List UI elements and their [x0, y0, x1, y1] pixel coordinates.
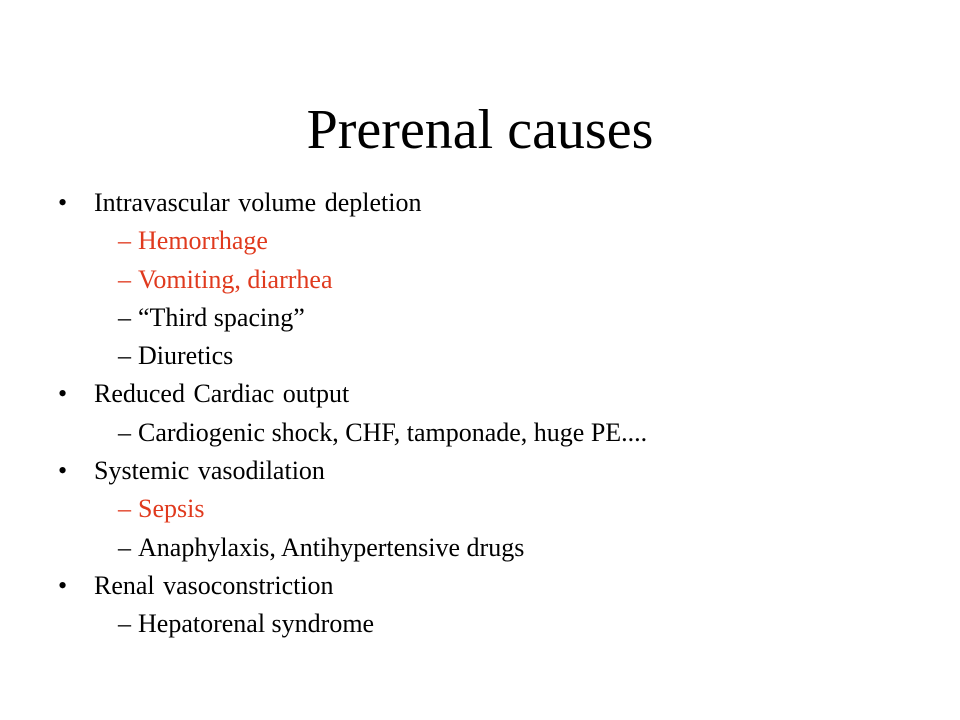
bullet-list: [58, 184, 938, 644]
bullet-marker: •: [58, 188, 68, 217]
dash-marker: –: [118, 494, 131, 524]
sub-bullet-item: [58, 222, 938, 260]
dash-marker: –: [118, 532, 131, 562]
sub-bullet-item: [58, 529, 938, 567]
bullet-marker: •: [58, 379, 68, 409]
bullet-item: [58, 567, 938, 605]
bullet-item: [58, 184, 938, 222]
dash-marker: –: [118, 609, 131, 639]
bullet-text: Reduced Cardiac output: [94, 379, 350, 409]
sub-bullet-text: Diuretics: [138, 341, 234, 371]
bullet-item: [58, 452, 938, 490]
dash-marker: –: [118, 341, 131, 371]
bullet-item: [58, 375, 938, 413]
sub-bullet-text: Hemorrhage: [138, 226, 268, 256]
sub-bullet-text: Vomiting, diarrhea: [138, 264, 333, 294]
bullet-text: Renal vasoconstriction: [94, 570, 334, 600]
sub-bullet-item: [58, 605, 938, 643]
dash-marker: –: [118, 264, 131, 294]
bullet-marker: •: [58, 456, 68, 486]
sub-bullet-text: “Third spacing”: [138, 302, 305, 332]
dash-marker: –: [118, 417, 131, 447]
sub-bullet-text: Hepatorenal syndrome: [138, 609, 375, 639]
dash-marker: –: [118, 226, 131, 256]
bullet-marker: •: [58, 570, 68, 600]
bullet-text: Intravascular volume depletion: [94, 188, 422, 217]
sub-bullet-text: Anaphylaxis, Antihypertensive drugs: [138, 532, 525, 562]
sub-bullet-text: Cardiogenic shock, CHF, tamponade, huge PE....: [138, 417, 648, 447]
slide-title: Prerenal causes: [306, 99, 654, 161]
sub-bullet-item: [58, 299, 938, 337]
sub-bullet-item: [58, 261, 938, 299]
bullet-text: Systemic vasodilation: [94, 456, 325, 486]
sub-bullet-item: [58, 414, 938, 452]
sub-bullet-item: [58, 490, 938, 528]
sub-bullet-text: Sepsis: [138, 494, 205, 524]
dash-marker: –: [118, 302, 131, 332]
sub-bullet-item: [58, 337, 938, 375]
